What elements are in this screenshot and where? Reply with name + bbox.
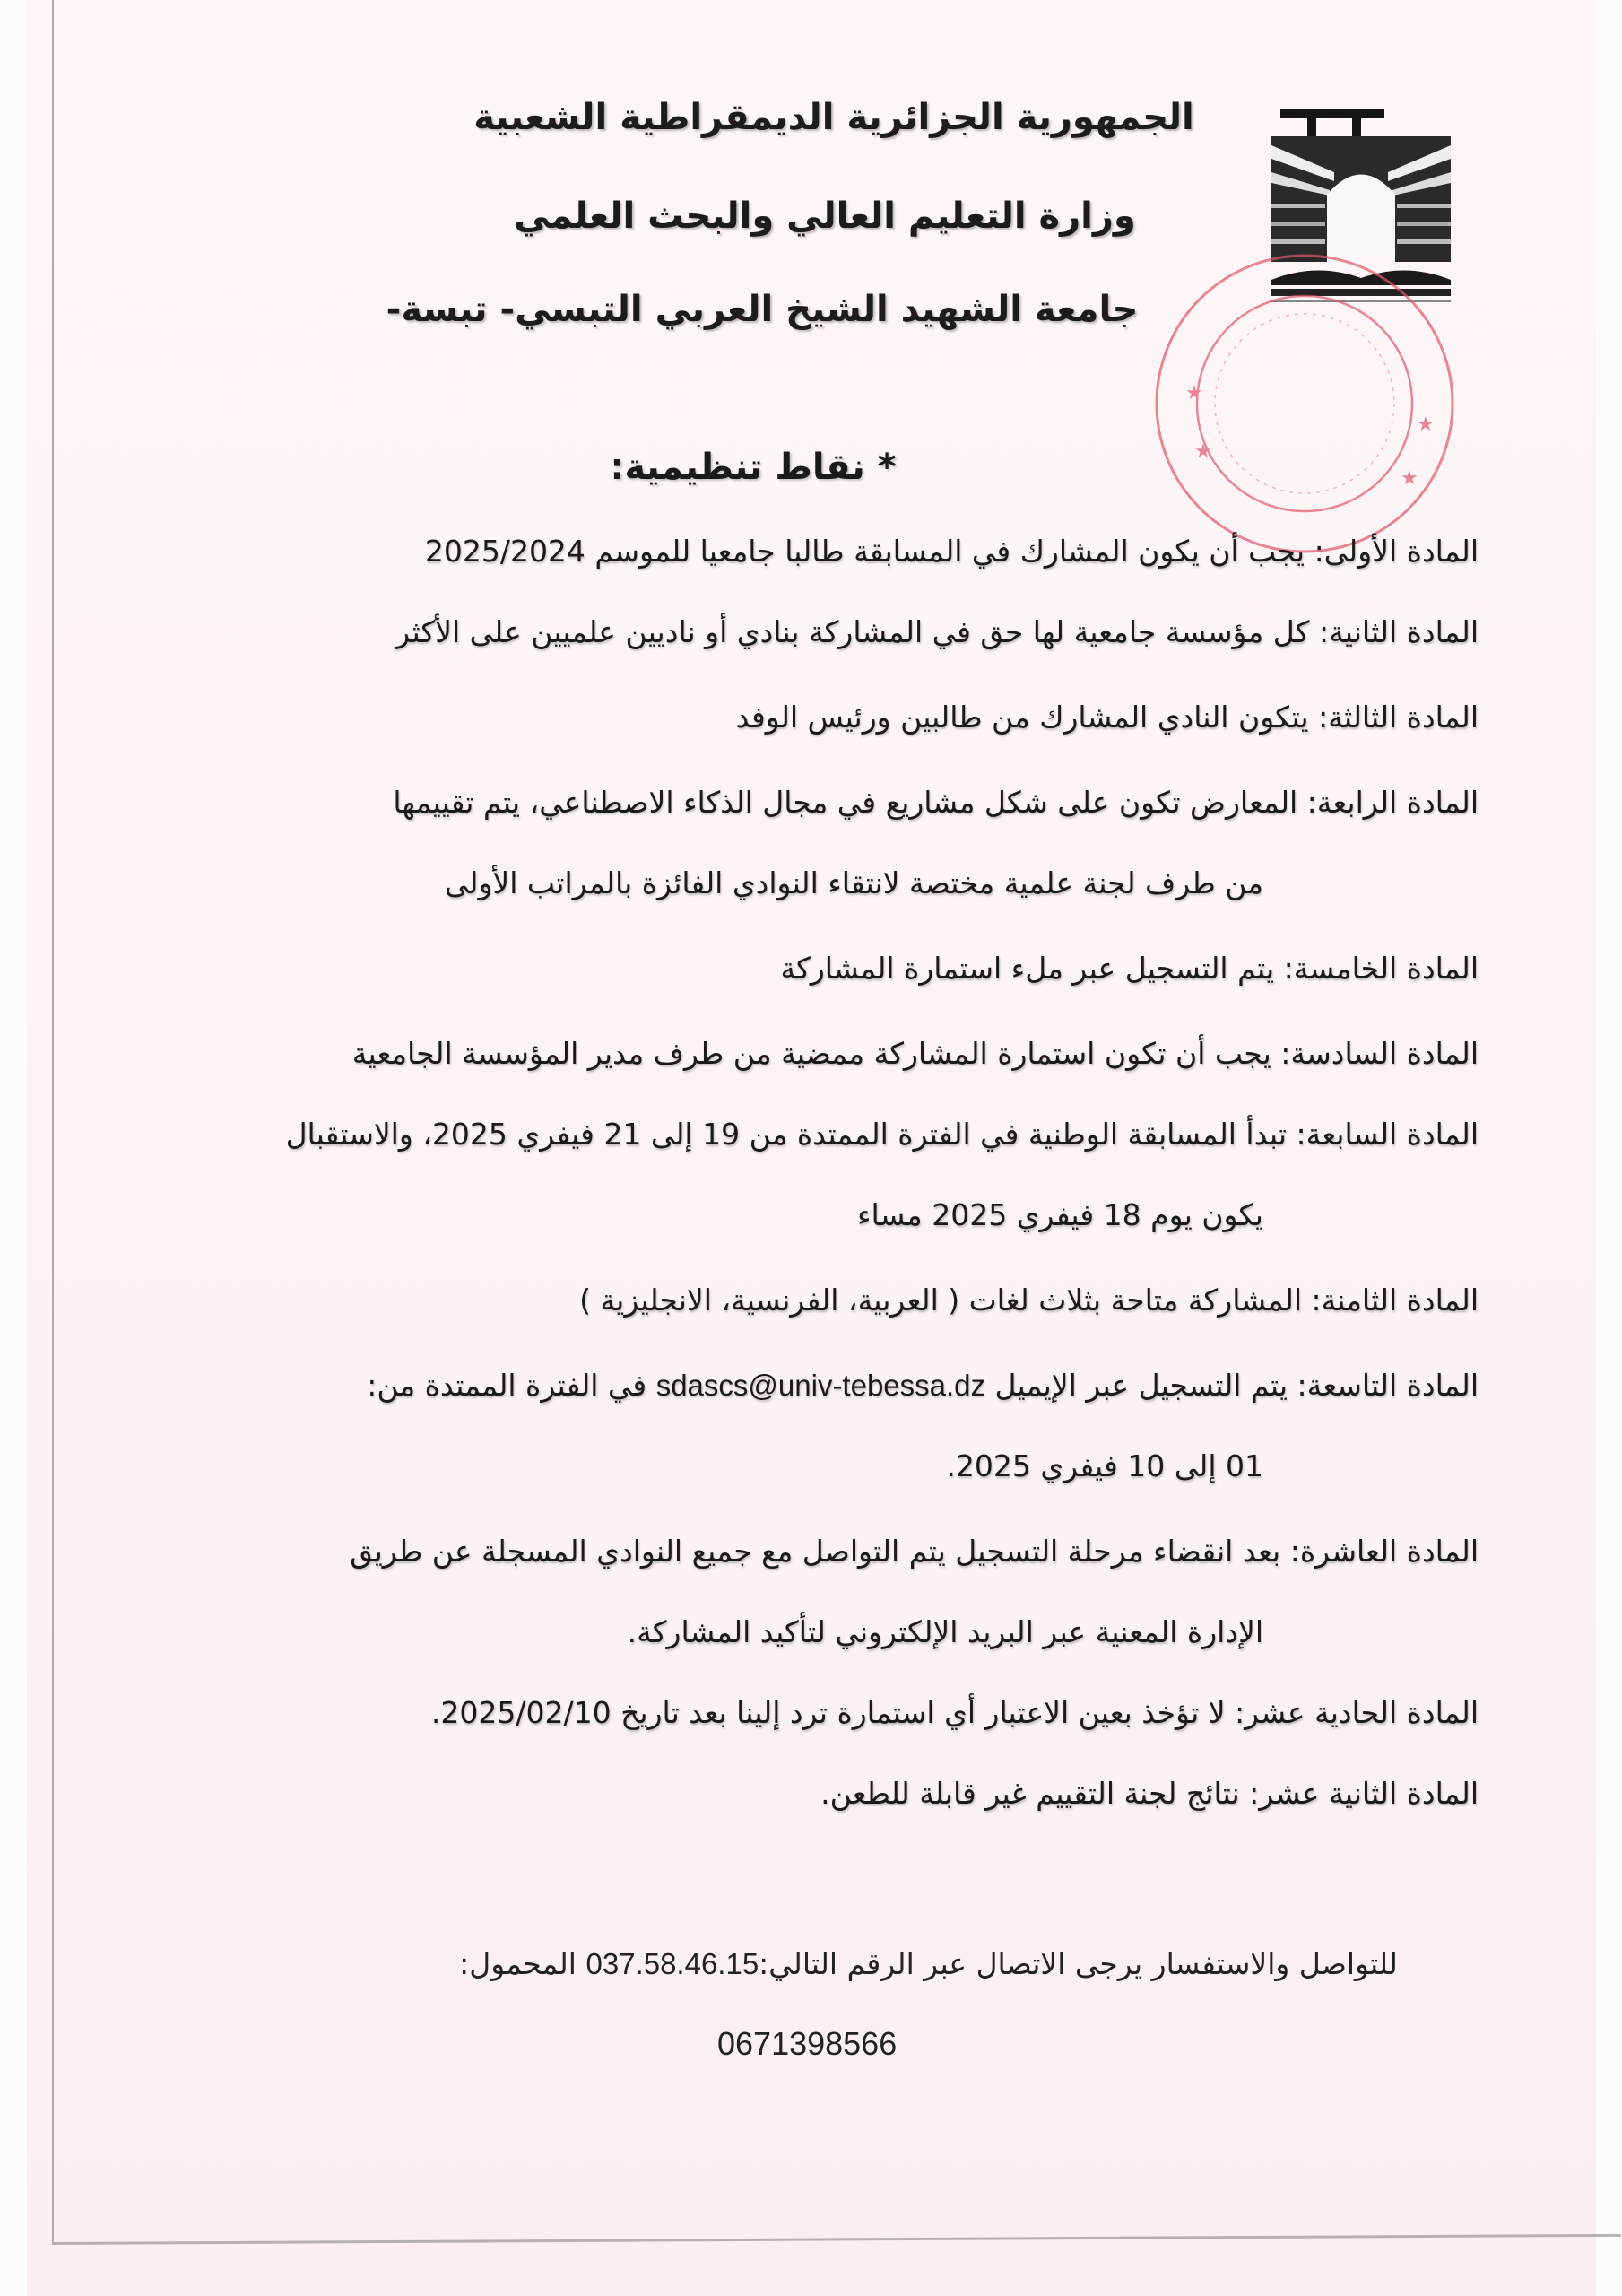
article-9-text-before: المادة التاسعة: يتم التسجيل عبر الإيميل <box>994 1368 1479 1403</box>
contact-line <box>459 1946 1398 1981</box>
phone-landline: 037.58.46.15 <box>585 1947 759 1980</box>
article-3: المادة الثالثة: يتكون النادي المشارك من طالبين ورئيس الوفد <box>735 700 1479 735</box>
article-8: المادة الثامنة: المشاركة متاحة بثلاث لغات ( العربية، الفرنسية، الانجليزية ) <box>579 1283 1479 1318</box>
header-university: جامعة الشهيد الشيخ العربي التبسي- تبسة- <box>386 289 1139 330</box>
article-7: المادة السابعة: تبدأ المسابقة الوطنية في الفترة الممتدة من 19 إلى 21 فيفري 2025، والاستقبال <box>285 1117 1479 1152</box>
page-frame-left-border <box>52 0 54 2242</box>
article-5: المادة الخامسة: يتم التسجيل عبر ملء استمارة المشاركة <box>780 951 1479 986</box>
article-10: المادة العاشرة: بعد انقضاء مرحلة التسجيل يتم التواصل مع جميع النوادي المسجلة عن طريق <box>350 1534 1479 1569</box>
header-ministry: وزارة التعليم العالي والبحث العلمي <box>514 196 1136 237</box>
article-9 <box>367 1368 1479 1403</box>
svg-text:★: ★ <box>1417 413 1435 436</box>
phone-mobile: 0671398566 <box>717 2025 898 2062</box>
header-country: الجمهورية الجزائرية الديمقراطية الشعبية <box>473 97 1194 138</box>
section-title: * نقاط تنظيمية: <box>610 447 897 488</box>
article-1: المادة الأولى: يجب أن يكون المشارك في المسابقة طالبا جامعيا للموسم 2025/2024 <box>424 534 1479 569</box>
article-4-continuation: من طرف لجنة علمية مختصة لانتقاء النوادي الفائزة بالمراتب الأولى <box>444 865 1263 900</box>
article-6: المادة السادسة: يجب أن تكون استمارة المشاركة ممضية من طرف مدير المؤسسة الجامعية <box>351 1036 1479 1071</box>
article-9-text-after: في الفترة الممتدة من: <box>367 1368 647 1403</box>
article-12: المادة الثانية عشر: نتائج لجنة التقييم غير قابلة للطعن. <box>820 1776 1479 1811</box>
contact-text-before: للتواصل والاستفسار يرجى الاتصال عبر الرقم التالي: <box>759 1946 1398 1981</box>
article-9-continuation: 01 إلى 10 فيفري 2025. <box>946 1448 1263 1483</box>
article-4: المادة الرابعة: المعارض تكون على شكل مشاريع في مجال الذكاء الاصطناعي، يتم تقييمها <box>393 785 1479 820</box>
official-stamp-icon <box>1112 233 1470 556</box>
article-2: المادة الثانية: كل مؤسسة جامعية لها حق في المشاركة بنادي أو ناديين علميين على الأكثر <box>395 614 1479 649</box>
svg-text:★: ★ <box>1401 467 1418 490</box>
article-10-continuation: الإدارة المعنية عبر البريد الإلكتروني لتأكيد المشاركة. <box>627 1614 1263 1649</box>
article-7-continuation: يكون يوم 18 فيفري 2025 مساء <box>857 1197 1263 1232</box>
svg-text:★: ★ <box>1194 440 1212 463</box>
page-frame-bottom-border <box>52 2234 1621 2245</box>
article-11: المادة الحادية عشر: لا تؤخذ بعين الاعتبار أي استمارة ترد إلينا بعد تاريخ 2025/02/10. <box>430 1695 1479 1730</box>
contact-text-after: المحمول: <box>459 1946 577 1981</box>
svg-text:★: ★ <box>1185 382 1203 404</box>
registration-email-link[interactable]: sdascs@univ-tebessa.dz <box>655 1369 986 1402</box>
